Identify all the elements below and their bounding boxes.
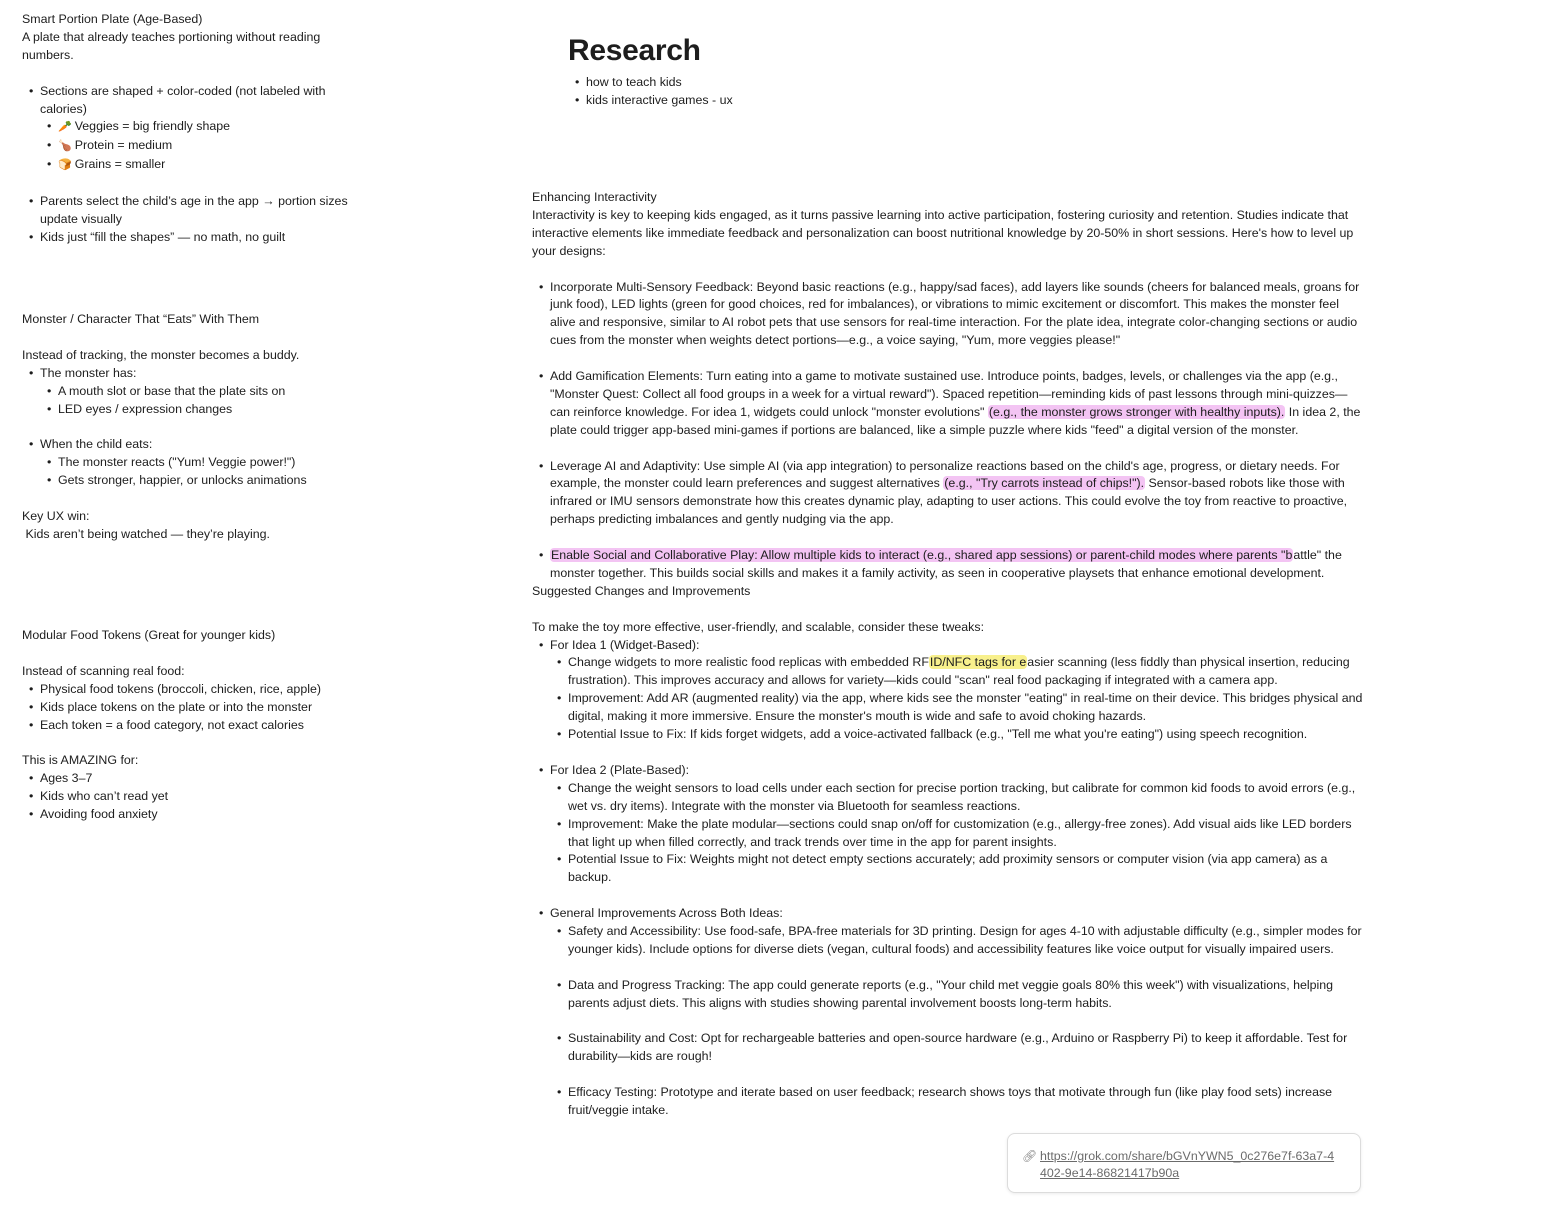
- research-section: [568, 33, 968, 110]
- list-item: • General Improvements Across Both Ideas: • Safety and Accessibility: Use food-safe, BPA-free materials for 3D printing. Design for ages 4-10 with adjustable difficulty (e.g., simpler modes for younger kids). Include options for diverse diets (vegan, cultural foods) and accessibility features like voice output for visually impaired users. • Data and Progress Tracking: The app could generate reports (e.g., "Your child met veggie goals 80% this week") with visualizations, helping parents adjust diets. This aligns with studies showing parental involvement boosts long-term habits. • Sustainability and Cost: Opt for rechargeable batteries and open-source hardware (e.g., Arduino or Raspberry Pi) to keep it affordable. Test for durability—kids are rough! • Efficacy Testing: Prototype and iterate based on user feedback; research shows toys that motivate through fun (like play food sets) increase fruit/veggie intake.: [550, 905, 1364, 1120]
- list-item: • kids interactive games - ux: [586, 92, 968, 110]
- plate-list-2: [22, 193, 362, 247]
- list-item: • Improvement: Add AR (augmented reality) via the app, where kids see the monster "eating" in real-time on their device. This bridges physical and digital, making it more immersive. Ensure the monster's mouth is wide and safe to avoid choking hazards.: [568, 690, 1364, 726]
- monster-list: [22, 365, 362, 419]
- tokens-list: [22, 681, 362, 735]
- list-item: • Enable Social and Collaborative Play: Allow multiple kids to interact (e.g., shared app sessions) or parent-child modes where parents "battle" the monster together. This builds social skills and makes it a family activity, as seen in cooperative playsets that enhance emotional development.: [550, 547, 1364, 583]
- list-item: • Change the weight sensors to load cells under each section for precise portion tracking, but calibrate for common kid foods to avoid errors (e.g., wet vs. dry items). Integrate with the monster via Bluetooth for seamless reactions.: [568, 780, 1364, 816]
- bread-icon: 🍞: [58, 159, 72, 172]
- amazing-list: [22, 770, 362, 824]
- list-item: • LED eyes / expression changes: [58, 401, 362, 419]
- plate-list: [22, 83, 362, 176]
- carrot-icon: 🥕: [58, 121, 72, 134]
- tokens-title: Modular Food Tokens (Great for younger kids): [22, 628, 276, 642]
- list-item: • 🥕 Veggies = big friendly shape: [58, 118, 362, 137]
- list-item: • The monster has: • A mouth slot or base that the plate sits on • LED eyes / expression changes: [40, 365, 362, 419]
- suggestions-list: [532, 637, 1364, 1120]
- plate-title: Smart Portion Plate (Age-Based): [22, 12, 203, 26]
- list-item: • A mouth slot or base that the plate sits on: [58, 383, 362, 401]
- page-title: Research: [568, 34, 701, 67]
- monster-section: [22, 311, 362, 544]
- list-item: • Incorporate Multi-Sensory Feedback: Beyond basic reactions (e.g., happy/sad faces), add layers like sounds (cheers for balanced meals, groans for junk food), LED lights (green for good choices, red for imbalances), or vibrations to mimic excitement or discomfort. This makes the monster feel alive and responsive, similar to AI robot pets that use sensors for real-time interaction. For the plate idea, integrate color-changing sections or audio cues from the monster when weights detect portions—e.g., a voice saying, "Yum, more veggies please!": [550, 279, 1364, 351]
- list-item: • Each token = a food category, not exact calories: [40, 717, 362, 735]
- link-icon: 🔗︎: [1022, 1149, 1038, 1163]
- monster-intro: Instead of tracking, the monster becomes a buddy.: [22, 347, 300, 362]
- highlight: Enable Social and Collaborative Play: Allow multiple kids to interact (e.g., shared app sessions) or parent-child modes where parents "b: [551, 548, 1293, 563]
- monster-eats-list: [22, 436, 362, 490]
- monster-title: Monster / Character That “Eats” With Them: [22, 312, 260, 326]
- list-item: • When the child eats: • The monster reacts ("Yum! Veggie power!") • Gets stronger, happier, or unlocks animations: [40, 436, 362, 490]
- amazing-label: This is AMAZING for:: [22, 753, 139, 768]
- plate-section: [22, 11, 362, 247]
- highlight: (e.g., "Try carrots instead of chips!").: [944, 476, 1145, 491]
- section-heading: Enhancing Interactivity: [532, 190, 657, 204]
- list-item: • Improvement: Make the plate modular—sections could snap on/off for customization (e.g., allergy-free zones). Add visual aids like LED borders that light up when filled correctly, and track trends over time in the app for parent insights.: [568, 816, 1364, 852]
- list-item: • 🍗 Protein = medium: [58, 137, 362, 156]
- suggested-heading: Suggested Changes and Improvements: [532, 583, 751, 598]
- list-item: • For Idea 2 (Plate-Based): • Change the weight sensors to load cells under each section for precise portion tracking, but calibrate for common kid foods to avoid errors (e.g., wet vs. dry items). Integrate with the monster via Bluetooth for seamless reactions. • Improvement: Make the plate modular—sections could snap on/off for customization (e.g., allergy-free zones). Add visual aids like LED borders that light up when filled correctly, and track trends over time in the app for parent insights. • Potential Issue to Fix: Weights might not detect empty sections accurately; add proximity sensors or computer vision (via app camera) as a backup.: [550, 762, 1364, 887]
- key-ux-label: Key UX win:: [22, 508, 90, 523]
- main-content: [532, 189, 1364, 1120]
- list-item: • Gets stronger, happier, or unlocks animations: [58, 472, 362, 490]
- list-item: • Physical food tokens (broccoli, chicken, rice, apple): [40, 681, 362, 699]
- list-item: • Potential Issue to Fix: Weights might not detect empty sections accurately; add proximity sensors or computer vision (via app camera) as a backup.: [568, 851, 1364, 887]
- intro-paragraph: Interactivity is key to keeping kids engaged, as it turns passive learning into active participation, fostering curiosity and retention. Studies indicate that interactive elements like immediate feedback and personalization can boost nutritional knowledge by 20-50% in short sessions. Here's how to level up your designs:: [532, 207, 1354, 258]
- interactivity-list: [532, 279, 1364, 583]
- tokens-intro: Instead of scanning real food:: [22, 663, 185, 678]
- list-item: • Avoiding food anxiety: [40, 806, 362, 824]
- list-item: • how to teach kids: [586, 74, 968, 92]
- list-item: • 🍞 Grains = smaller: [58, 156, 362, 175]
- list-item: • Ages 3–7: [40, 770, 362, 788]
- list-item: • Parents select the child’s age in the app → portion sizes update visually: [40, 193, 362, 229]
- list-item: • Sections are shaped + color-coded (not labeled with calories) • 🥕 Veggies = big friendly shape • 🍗 Protein = medium • 🍞 Grains = smaller: [40, 83, 362, 176]
- list-item: • Kids who can’t read yet: [40, 788, 362, 806]
- list-item: • Potential Issue to Fix: If kids forget widgets, add a voice-activated fallback (e.g., "Tell me what you're eating") using speech recognition.: [568, 726, 1364, 744]
- list-item: • Kids just “fill the shapes” — no math, no guilt: [40, 229, 362, 247]
- highlight: ID/NFC tags for e: [929, 655, 1027, 670]
- list-item: • Kids place tokens on the plate or into the monster: [40, 699, 362, 717]
- list-item: • Change widgets to more realistic food replicas with embedded RFID/NFC tags for easier scanning (less fiddly than physical insertion, reducing frustration). This improves accuracy and allows for variety—kids could "scan" real food packaging if integrated with a camera app.: [568, 654, 1364, 690]
- drumstick-icon: 🍗: [58, 140, 72, 153]
- list-item: • Sustainability and Cost: Opt for rechargeable batteries and open-source hardware (e.g., Arduino or Raspberry Pi) to keep it affordable. Test for durability—kids are rough!: [568, 1030, 1364, 1066]
- suggested-intro: To make the toy more effective, user-friendly, and scalable, consider these tweaks:: [532, 619, 985, 634]
- key-ux-text: Kids aren’t being watched — they’re playing.: [22, 526, 270, 541]
- highlight: (e.g., the monster grows stronger with healthy inputs).: [988, 404, 1285, 419]
- share-link[interactable]: https://grok.com/share/bGVnYWN5_0c276e7f-63a7-4402-9e14-86821417b90a: [1040, 1149, 1335, 1180]
- list-item: • Data and Progress Tracking: The app could generate reports (e.g., "Your child met veggie goals 80% this week") with visualizations, helping parents adjust diets. This aligns with studies showing parental involvement boosts long-term habits.: [568, 977, 1364, 1013]
- tokens-section: [22, 627, 362, 824]
- plate-intro: A plate that already teaches portioning without reading numbers.: [22, 29, 321, 62]
- list-item: • Efficacy Testing: Prototype and iterate based on user feedback; research shows toys that motivate through fun (like play food sets) increase fruit/veggie intake.: [568, 1084, 1364, 1120]
- list-item: • Leverage AI and Adaptivity: Use simple AI (via app integration) to personalize reactions based on the child's age, progress, or dietary needs. For example, the monster could learn preferences and suggest alternatives (e.g., "Try carrots instead of chips!"). Sensor-based robots like those with infrared or IMU sensors demonstrate how this creates dynamic play, adapting to user actions. This could evolve the toy from reactive to proactive, perhaps predicting imbalances and gently nudging via the app.: [550, 458, 1364, 530]
- link-card[interactable]: [1007, 1133, 1361, 1193]
- list-item: • Safety and Accessibility: Use food-safe, BPA-free materials for 3D printing. Design for ages 4-10 with adjustable difficulty (e.g., simpler modes for younger kids). Include options for diverse diets (vegan, cultural foods) and accessibility features like voice output for visually impaired users.: [568, 923, 1364, 959]
- list-item: • The monster reacts ("Yum! Veggie power!"): [58, 454, 362, 472]
- research-list: [568, 74, 968, 110]
- list-item: • For Idea 1 (Widget-Based): • Change widgets to more realistic food replicas with embedded RFID/NFC tags for easier scanning (less fiddly than physical insertion, reducing frustration). This improves accuracy and allows for variety—kids could "scan" real food packaging if integrated with a camera app. • Improvement: Add AR (augmented reality) via the app, where kids see the monster "eating" in real-time on their device. This bridges physical and digital, making it more immersive. Ensure the monster's mouth is wide and safe to avoid choking hazards. • Potential Issue to Fix: If kids forget widgets, add a voice-activated fallback (e.g., "Tell me what you're eating") using speech recognition.: [550, 637, 1364, 744]
- list-item: • Add Gamification Elements: Turn eating into a game to motivate sustained use. Introduce points, badges, levels, or challenges via the app (e.g., "Monster Quest: Collect all food groups in a week for a virtual reward"). Spaced repetition—reminding kids of past lessons through mini-quizzes—can reinforce knowledge. For idea 1, widgets could unlock "monster evolutions" (e.g., the monster grows stronger with healthy inputs). In idea 2, the plate could trigger app-based mini-games if portions are balanced, like a simple puzzle where kids "feed" a digital version of the monster.: [550, 368, 1364, 440]
